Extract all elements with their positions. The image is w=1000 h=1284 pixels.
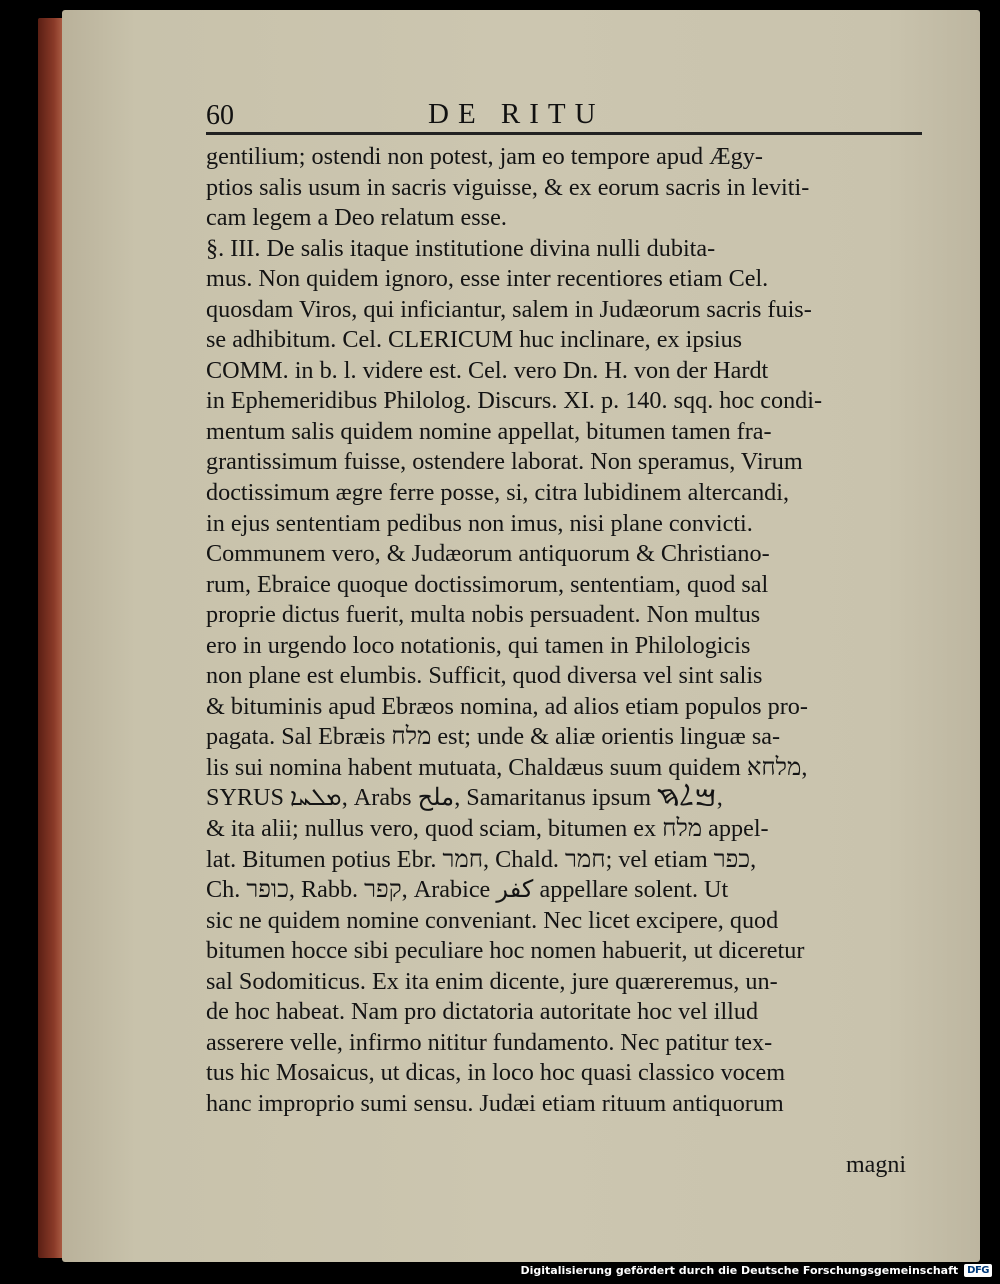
text-line: Ch. כופר, Rabb. קפר, Arabice كفر appellare solent. Ut [206, 876, 729, 904]
text-line: lis sui nomina habent mutuata, Chaldæus suum quidem מלחא, [206, 753, 808, 781]
text-line: tus hic Mosaicus, ut dicas, in loco hoc quasi classico vocem [206, 1059, 786, 1087]
text-line: ptios salis usum in sacris viguisse, & ex eorum sacris in leviti- [206, 173, 810, 201]
text-line: sal Sodomiticus. Ex ita enim dicente, jure quæreremus, un- [206, 967, 778, 995]
text-line: proprie dictus fuerit, multa nobis persuadent. Non multus [206, 601, 761, 629]
text-line: & ita alii; nullus vero, quod sciam, bitumen ex מלח appel- [206, 815, 769, 843]
header-rule [206, 132, 922, 135]
text-line: §. III. De salis itaque institutione divina nulli dubita- [206, 234, 716, 262]
running-head: DE RITU [428, 98, 605, 130]
text-line: sic ne quidem nomine conveniant. Nec licet excipere, quod [206, 906, 779, 934]
text-line: in Ephemeridibus Philolog. Discurs. XI. p. 140. sqq. hoc condi- [206, 387, 823, 415]
text-line: lat. Bitumen potius Ebr. חמר, Chald. חמר; vel etiam כפר, [206, 845, 757, 873]
text-line: Communem vero, & Judæorum antiquorum & Christiano- [206, 540, 770, 568]
text-line: gentilium; ostendi non potest, jam eo tempore apud Ægy- [206, 143, 763, 170]
text-line: se adhibitum. Cel. CLERICUM huc inclinare, ex ipsius [206, 326, 743, 354]
text-line: non plane est elumbis. Sufficit, quod diversa vel sint salis [206, 662, 763, 690]
text-line: bitumen hocce sibi peculiare hoc nomen habuerit, ut diceretur [206, 937, 805, 965]
text-line: & bituminis apud Ebræos nomina, ad alios etiam populos pro- [206, 692, 808, 720]
text-line: hanc improprio sumi sensu. Judæi etiam rituum antiquorum [206, 1089, 784, 1117]
text-line: quosdam Viros, qui inficiantur, salem in Judæorum sacris fuis- [206, 295, 812, 323]
text-line: rum, Ebraice quoque doctissimorum, sententiam, quod sal [206, 570, 769, 598]
text-line: in ejus sententiam pedibus non imus, nisi plane convicti. [206, 509, 753, 537]
funding-text: Digitalisierung gefördert durch die Deutsche Forschungsgemeinschaft [520, 1263, 959, 1277]
text-line: COMM. in b. l. videre est. Cel. vero Dn. H. von der Hardt [206, 356, 769, 384]
text-line: ero in urgendo loco notationis, qui tamen in Philologicis [206, 631, 751, 659]
catchword: magni [846, 1152, 906, 1178]
text-line: pagata. Sal Ebræis מלח est; unde & aliæ orientis linguæ sa- [206, 723, 781, 751]
page-number: 60 [206, 100, 234, 131]
text-line: mus. Non quidem ignoro, esse inter recentiores etiam Cel. [206, 265, 769, 293]
page-header [206, 96, 922, 136]
body-text [206, 142, 922, 1120]
text-line: SYRUS ܡܠܚܐ, Arabs ملح, Samaritanus ipsum ࠌࠋࠇ, [206, 784, 723, 812]
text-line: asserere velle, infirmo nititur fundamento. Nec patitur tex- [206, 1028, 773, 1056]
dfg-logo: DFG [964, 1264, 992, 1277]
text-line: cam legem a Deo relatum esse. [206, 204, 507, 232]
text-line: grantissimum fuisse, ostendere laborat. Non speramus, Virum [206, 448, 803, 476]
text-line: doctissimum ægre ferre posse, si, citra lubidinem altercandi, [206, 479, 790, 507]
funding-footer [520, 1260, 992, 1280]
text-line: de hoc habeat. Nam pro dictatoria autoritate hoc vel illud [206, 998, 759, 1026]
text-line: mentum salis quidem nomine appellat, bitumen tamen fra- [206, 417, 772, 445]
